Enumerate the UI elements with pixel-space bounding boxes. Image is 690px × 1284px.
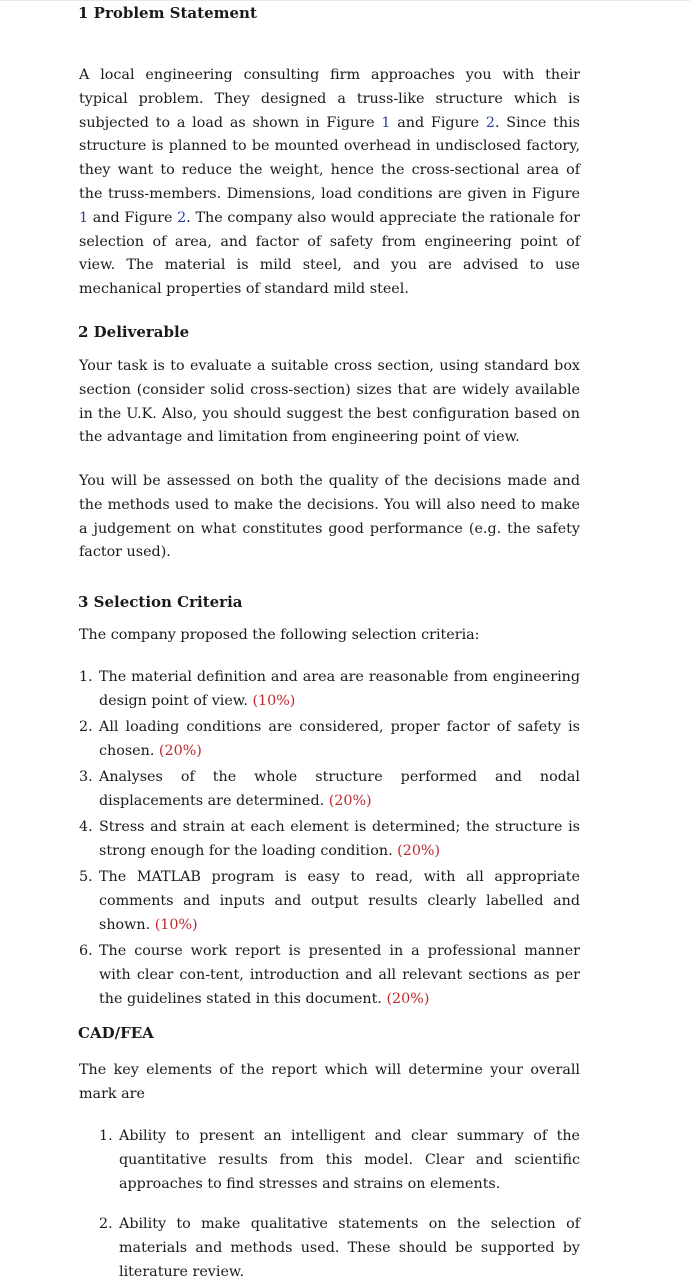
list-item-text: The MATLAB program is easy to read, with all appropriate comments and inputs and output results clearly labelled and shown.: [99, 869, 580, 933]
page-top-border: [0, 0, 690, 1]
problem-text-3: . Since this structure is planned to be mounted overhead in undisclosed factory, they want to reduce the weight, hence the cross-sectional area of the truss-members. Dimensions, load conditions are given in Figure: [79, 114, 580, 202]
list-item: [99, 1124, 580, 1196]
problem-text-1: A local engineering consulting firm approaches you with their typical problem. They designed a truss-like structure which is subjected to a load as shown in Figure: [79, 67, 580, 131]
figure-2-link[interactable]: 2: [485, 114, 495, 131]
list-item-text: Ability to present an intelligent and clear summary of the quantitative results from this model. Clear and scientific approaches to find stresses and strains on elements.: [119, 1128, 580, 1192]
list-item-text: Stress and strain at each element is determined; the structure is strong enough for the loading condition.: [99, 819, 580, 859]
list-item-number: 3.: [79, 769, 93, 785]
list-item-number: 1.: [79, 669, 93, 685]
list-item: [79, 815, 580, 863]
list-item: [79, 665, 580, 713]
weight-percentage: (20%): [158, 743, 202, 759]
list-item-text: The material definition and area are reasonable from engineering design point of view.: [99, 669, 580, 709]
weight-percentage: (20%): [397, 843, 441, 859]
problem-text-2: and Figure: [390, 114, 486, 131]
report-key-elements-list: [99, 1124, 580, 1284]
selection-criteria-intro: The company proposed the following selection criteria:: [79, 627, 480, 643]
list-item: [99, 1212, 580, 1284]
list-item-number: 2.: [99, 1216, 113, 1232]
list-item-text: Analyses of the whole structure performed and nodal displacements are determined.: [99, 769, 580, 809]
figure-1-link[interactable]: 1: [381, 114, 391, 131]
list-item-text: All loading conditions are considered, proper factor of safety is chosen.: [99, 719, 580, 759]
weight-percentage: (20%): [328, 793, 372, 809]
list-item-text: The course work report is presented in a professional manner with clear con-tent, introduction and all relevant sections as per the guidelines stated in this document.: [99, 943, 580, 1007]
weight-percentage: (20%): [386, 991, 430, 1007]
list-item: [79, 765, 580, 813]
deliverable-paragraph-2: You will be assessed on both the quality of the decisions made and the methods used to make the decisions. You will also need to make a judgement on what constitutes good performance (e.g. the safety factor used).: [79, 473, 580, 561]
deliverable-paragraph-1: Your task is to evaluate a suitable cross section, using standard box section (consider solid cross-section) sizes that are widely available in the U.K. Also, you should suggest the best configuration based on the advantage and limitation from engineering point of view.: [79, 358, 580, 446]
list-item-number: 1.: [99, 1128, 113, 1144]
figure-1-link[interactable]: 1: [79, 209, 89, 226]
section-heading-deliverable: 2 Deliverable: [78, 323, 190, 341]
list-item-number: 6.: [79, 943, 93, 959]
weight-percentage: (10%): [252, 693, 296, 709]
problem-text-5: . The company also would appreciate the rationale for selection of area, and factor of safety from engineering point of view. The material is mild steel, and you are advised to use mechanical properties of standard mild steel.: [79, 209, 580, 298]
problem-statement-paragraph: [79, 64, 580, 302]
cad-fea-intro: The key elements of the report which will determine your overall mark are: [79, 1062, 580, 1102]
selection-criteria-list: [79, 665, 580, 1011]
list-item-number: 5.: [79, 869, 93, 885]
weight-percentage: (10%): [154, 917, 198, 933]
section-heading-problem-statement: 1 Problem Statement: [78, 4, 257, 22]
section-heading-selection-criteria: 3 Selection Criteria: [78, 593, 243, 611]
list-item: [79, 939, 580, 1011]
list-item-text: Ability to make qualitative statements on the selection of materials and methods used. These should be supported by literature review.: [119, 1216, 580, 1280]
list-item-number: 2.: [79, 719, 93, 735]
list-item: [79, 715, 580, 763]
section-heading-cad-fea: CAD/FEA: [78, 1024, 154, 1042]
list-item: [79, 865, 580, 937]
problem-text-4: and Figure: [88, 209, 178, 226]
figure-2-link[interactable]: 2: [177, 209, 187, 226]
list-item-number: 4.: [79, 819, 93, 835]
